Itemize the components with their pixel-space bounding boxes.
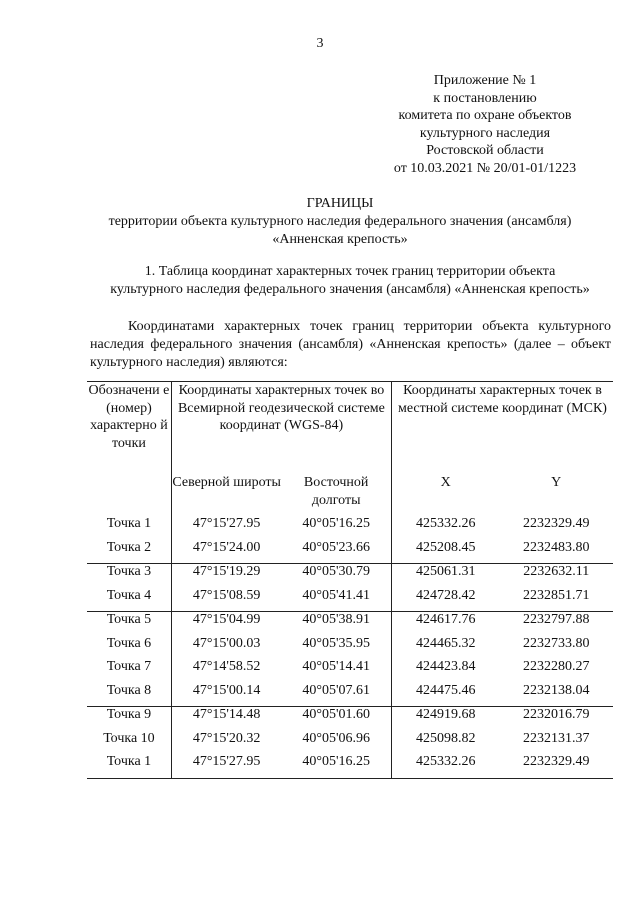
- table-row: [87, 612, 613, 636]
- cell-north-latitude: 47°15'14.48: [192, 707, 261, 722]
- cell-x: 425061.31: [415, 564, 476, 579]
- cell-point: Точка 7: [87, 659, 171, 683]
- header-msk-group: Координаты характерных точек в местной системе координат (МСК): [391, 382, 613, 475]
- cell-x: 425332.26: [391, 754, 499, 778]
- cell-east-longitude: 40°05'41.41: [281, 588, 391, 612]
- cell-north-latitude: 47°14'58.52: [192, 659, 261, 674]
- cell-y: 2232280.27: [522, 659, 590, 674]
- cell-point: Точка 1: [87, 754, 171, 778]
- cell-x: 424475.46: [391, 683, 499, 707]
- appendix-line: комитета по охране объектов: [398, 108, 572, 123]
- header-wgs84-group: Координаты характерных точек во Всемирной геодезической системе координат (WGS-84): [171, 382, 391, 475]
- cell-east-longitude: 40°05'38.91: [281, 612, 391, 636]
- cell-point: Точка 3: [87, 564, 171, 588]
- cell-north-latitude: 47°15'00.03: [192, 635, 261, 651]
- cell-east-longitude: 40°05'30.79: [281, 564, 391, 588]
- cell-east-longitude: 40°05'35.95: [281, 636, 391, 660]
- header-north-latitude: Северной широты: [172, 475, 281, 490]
- cell-x: 424465.32: [415, 635, 476, 651]
- table-row: [87, 540, 613, 564]
- cell-north-latitude: 47°15'27.95: [171, 754, 281, 778]
- cell-point: Точка 2: [87, 540, 171, 564]
- cell-east-longitude: 40°05'06.96: [281, 731, 391, 755]
- cell-east-longitude: 40°05'14.41: [281, 659, 391, 683]
- table-row: [87, 588, 613, 612]
- cell-x: 424919.68: [415, 707, 476, 722]
- cell-north-latitude: 47°15'00.14: [171, 683, 281, 707]
- cell-point: Точка 4: [87, 588, 171, 612]
- cell-north-latitude: 47°15'24.00: [171, 540, 281, 564]
- cell-east-longitude: 40°05'16.25: [281, 754, 391, 778]
- title-subtitle-line: территории объекта культурного наследия федерального значения (ансамбля): [108, 214, 572, 229]
- appendix-line: Ростовской области: [426, 143, 544, 158]
- appendix-line: к постановлению: [433, 90, 537, 106]
- cell-x: 425208.45: [391, 540, 499, 564]
- section-heading-line: 1. Таблица координат характерных точек границ территории объекта: [144, 264, 556, 279]
- appendix-line: Приложение № 1: [433, 73, 537, 88]
- table-row: [87, 707, 613, 731]
- table-row: [87, 754, 613, 778]
- cell-y: 2232329.49: [522, 516, 590, 531]
- cell-x: 424423.84: [415, 659, 476, 674]
- cell-y: 2232131.37: [522, 730, 590, 746]
- cell-y: 2232138.04: [499, 683, 613, 707]
- cell-x: 425098.82: [415, 730, 476, 746]
- header-east-longitude: Восточной долготы: [281, 474, 391, 516]
- cell-y: 2232483.80: [499, 540, 613, 564]
- table-row: [87, 683, 613, 707]
- header-point-designation: Обозначени е (номер) характерно й точки: [87, 382, 171, 517]
- cell-x: 424728.42: [391, 588, 499, 612]
- cell-east-longitude: 40°05'23.66: [281, 540, 391, 564]
- appendix-block: [340, 72, 630, 177]
- coordinates-table: [87, 381, 613, 779]
- cell-north-latitude: 47°15'19.29: [192, 564, 261, 579]
- cell-point: Точка 1: [87, 516, 171, 540]
- appendix-line: от 10.03.2021 № 20/01-01/1223: [393, 160, 577, 176]
- header-y: Y: [551, 475, 562, 490]
- table-row: [87, 636, 613, 660]
- section-heading: [90, 263, 610, 299]
- cell-x: 424617.76: [415, 612, 476, 627]
- cell-east-longitude: 40°05'07.61: [281, 683, 391, 707]
- cell-north-latitude: 47°15'27.95: [192, 516, 261, 531]
- section-heading-line: культурного наследия федерального значения (ансамбля) «Анненская крепость»: [110, 282, 590, 297]
- intro-paragraph: Координатами характерных точек границ территории объекта культурного наследия федерального значения (ансамбля) «Анненская крепость» (далее – объект культурного наследия) являются:: [90, 319, 611, 370]
- cell-y: 2232016.79: [522, 707, 590, 722]
- appendix-line: культурного наследия: [419, 125, 551, 141]
- cell-point: Точка 9: [87, 707, 171, 731]
- cell-point: Точка 8: [87, 683, 171, 707]
- cell-north-latitude: 47°15'20.32: [192, 730, 261, 746]
- cell-point: Точка 6: [87, 636, 171, 660]
- document-title: [60, 195, 620, 249]
- table-row: [87, 516, 613, 540]
- cell-east-longitude: 40°05'16.25: [281, 516, 391, 540]
- cell-y: 2232632.11: [523, 564, 590, 579]
- cell-point: Точка 10: [87, 731, 171, 755]
- title-heading: ГРАНИЦЫ: [306, 196, 374, 211]
- cell-y: 2232733.80: [522, 635, 590, 651]
- table-row: [87, 659, 613, 683]
- title-subtitle-line: «Анненская крепость»: [272, 232, 408, 247]
- header-x: X: [440, 475, 451, 490]
- cell-point: Точка 5: [87, 612, 171, 636]
- cell-y: 2232851.71: [499, 588, 613, 612]
- table-row: [87, 731, 613, 755]
- cell-east-longitude: 40°05'01.60: [281, 707, 391, 731]
- cell-y: 2232797.88: [522, 612, 590, 627]
- page-number: 3: [316, 36, 324, 51]
- cell-north-latitude: 47°15'08.59: [171, 588, 281, 612]
- cell-north-latitude: 47°15'04.99: [192, 612, 261, 627]
- cell-x: 425332.26: [415, 516, 476, 531]
- table-row: [87, 564, 613, 588]
- cell-y: 2232329.49: [499, 754, 613, 778]
